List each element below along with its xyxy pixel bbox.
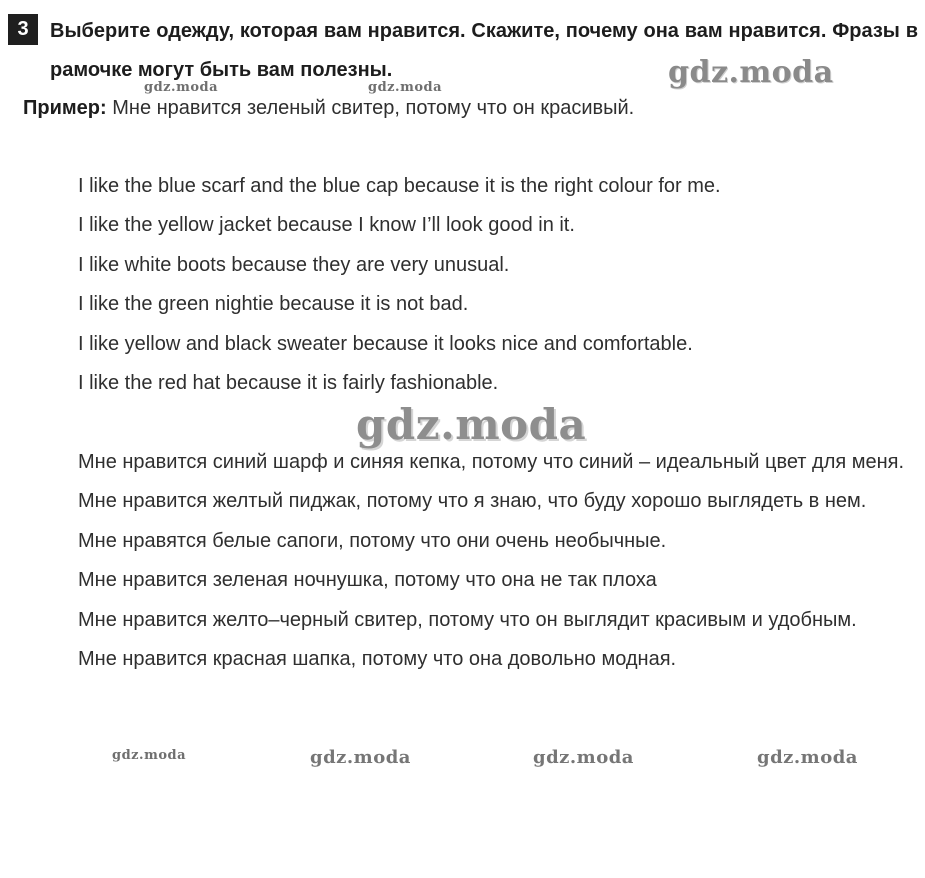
answer-ru-paragraph: Мне нравится красная шапка, потому что она довольно модная. xyxy=(78,648,677,671)
answer-en-line: I like the blue scarf and the blue cap because it is the right colour for me. xyxy=(78,175,721,197)
answer-ru-paragraph: Мне нравится синий шарф и синяя кепка, потому что синий – идеальный цвет для меня. xyxy=(78,451,905,473)
answer-en-line: I like the yellow jacket because I know I’ll look good in it. xyxy=(78,214,575,237)
answer-ru-paragraph: Мне нравится желтый пиджак, потому что я знаю, что буду хорошо выглядеть в нем. xyxy=(78,490,867,513)
answer-en-line: I like yellow and black sweater because it looks nice and comfortable. xyxy=(78,332,693,355)
watermark: gdz.moda xyxy=(668,55,834,90)
task-number-badge: 3 xyxy=(8,14,38,45)
answer-ru-paragraph: Мне нравится желто–черный свитер, потому что он выглядит красивым и удобным. xyxy=(78,608,857,631)
watermark: gdz.moda xyxy=(356,400,587,449)
watermark: gdz.moda xyxy=(112,748,187,763)
example-line xyxy=(23,93,634,123)
watermark: gdz.moda xyxy=(310,747,411,768)
task-instruction: Выберите одежду, которая вам нравится. Скажите, почему она вам нравится. Фразы в рамочке могут быть вам полезны. xyxy=(50,20,918,81)
answer-ru-paragraph: Мне нравятся белые сапоги, потому что они очень необычные. xyxy=(78,529,667,552)
example-text: Мне нравится зеленый свитер, потому что он красивый. xyxy=(112,97,635,119)
answer-ru-paragraph: Мне нравится зеленая ночнушка, потому что она не так плоха xyxy=(78,569,657,592)
answer-en-line: I like the green nightie because it is not bad. xyxy=(78,293,469,316)
watermark: gdz.moda xyxy=(533,747,634,768)
example-label: Пример: xyxy=(23,97,107,119)
watermark: gdz.moda xyxy=(368,80,443,95)
answer-en-line: I like white boots because they are very unusual. xyxy=(78,253,510,276)
watermark: gdz.moda xyxy=(144,80,219,95)
watermark: gdz.moda xyxy=(757,747,858,768)
answers-russian xyxy=(23,443,916,679)
answers-english xyxy=(23,167,916,403)
answer-en-line: I like the red hat because it is fairly fashionable. xyxy=(78,372,499,395)
